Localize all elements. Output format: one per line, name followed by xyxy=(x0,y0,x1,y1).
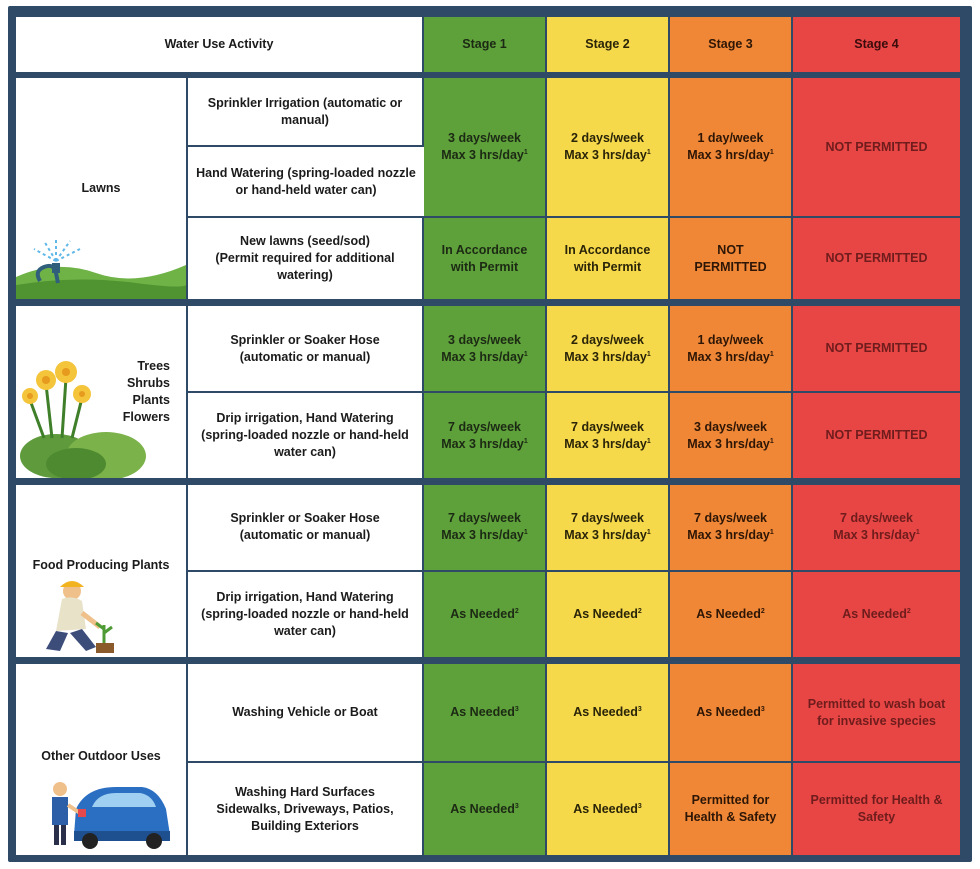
category-line: Plants xyxy=(132,392,170,407)
food-sprinkler-stage2 xyxy=(547,485,670,572)
trees-drip-stage3 xyxy=(670,393,793,485)
new-lawns-stage4 xyxy=(793,218,960,305)
footnote-mark: 2 xyxy=(637,607,642,615)
cell-line: with Permit xyxy=(450,259,519,274)
category-line: Shrubs xyxy=(126,375,170,390)
footnote-mark: 2 xyxy=(514,607,519,615)
cell-line: Max 3 hrs/day xyxy=(441,349,524,364)
hard-surfaces-stage3 xyxy=(670,763,793,855)
cell-line: PERMITTED xyxy=(694,259,767,274)
footnote-mark: 3 xyxy=(514,802,519,810)
food-drip-stage4 xyxy=(793,572,960,664)
food-drip-stage2 xyxy=(547,572,670,664)
footnote-mark: 1 xyxy=(769,437,774,445)
new-lawns-stage2 xyxy=(547,218,670,305)
activity-line: (automatic or manual) xyxy=(239,528,371,543)
cell-line: NOT xyxy=(717,242,744,257)
lawns-stage4 xyxy=(793,78,960,218)
category-trees-shrubs xyxy=(16,306,188,485)
cell-line: Max 3 hrs/day xyxy=(441,528,524,543)
vehicle-stage4 xyxy=(793,664,960,764)
activity-sprinkler-soaker xyxy=(188,306,424,393)
table-row xyxy=(16,664,960,764)
new-lawns-stage3 xyxy=(670,218,793,305)
activity-line: Building Exteriors xyxy=(251,818,359,833)
table-row xyxy=(16,78,960,147)
hard-surfaces-stage2 xyxy=(547,763,670,855)
food-sprinkler-stage1 xyxy=(424,485,547,572)
cell-text: NOT PERMITTED xyxy=(825,139,928,154)
trees-drip-stage4 xyxy=(793,393,960,485)
footnote-mark: 1 xyxy=(769,529,774,537)
trees-sprinkler-stage1 xyxy=(424,306,547,393)
cell-text: As Needed xyxy=(842,606,907,621)
footnote-mark: 1 xyxy=(646,350,651,358)
activity-sprinkler-irrigation: Sprinkler Irrigation (automatic or manual) xyxy=(188,78,424,147)
footnote-mark: 2 xyxy=(906,607,911,615)
header-stage-1: Stage 1 xyxy=(424,17,547,78)
footnote-mark: 3 xyxy=(514,705,519,713)
trees-drip-stage2 xyxy=(547,393,670,485)
cell-text: As Needed xyxy=(450,705,515,720)
category-label: Food Producing Plants xyxy=(32,557,170,572)
footnote-mark: 1 xyxy=(915,529,920,537)
header-stage-4: Stage 4 xyxy=(793,17,960,78)
hard-surfaces-stage1 xyxy=(424,763,547,855)
gardener-icon xyxy=(26,577,126,657)
activity-drip-hand: Drip irrigation, Hand Watering (spring-loaded nozzle or hand-held water can) xyxy=(188,393,424,485)
water-use-table xyxy=(16,17,960,855)
cell-line: 7 days/week xyxy=(448,511,521,526)
cell-line: 7 days/week xyxy=(840,511,913,526)
cell-text: As Needed xyxy=(573,606,638,621)
table-row xyxy=(16,485,960,572)
new-lawns-stage1 xyxy=(424,218,547,305)
cell-line: In Accordance xyxy=(564,242,651,257)
category-line: Trees xyxy=(137,358,170,373)
cell-line: 3 days/week xyxy=(448,332,521,347)
food-drip-stage3 xyxy=(670,572,793,664)
cell-text: As Needed xyxy=(696,606,761,621)
trees-drip-stage1 xyxy=(424,393,547,485)
activity-drip-hand: Drip irrigation, Hand Watering (spring-loaded nozzle or hand-held water can) xyxy=(188,572,424,664)
activity-new-lawns xyxy=(188,218,424,305)
lawns-stage3 xyxy=(670,78,793,218)
activity-line: (Permit required for additional watering) xyxy=(215,251,395,283)
cell-text: As Needed xyxy=(450,801,515,816)
footnote-mark: 1 xyxy=(523,350,528,358)
cell-line: Max 3 hrs/day xyxy=(833,528,916,543)
header-stage-2: Stage 2 xyxy=(547,17,670,78)
activity-line: Sprinkler or Soaker Hose xyxy=(230,511,380,526)
activity-washing-hard-surfaces xyxy=(188,763,424,855)
category-lawns xyxy=(16,78,188,306)
hard-surfaces-stage4 xyxy=(793,763,960,855)
activity-line: Sidewalks, Driveways, Patios, xyxy=(216,801,394,816)
food-sprinkler-stage3 xyxy=(670,485,793,572)
cell-line: Max 3 hrs/day xyxy=(687,148,770,163)
lawn-sprinkler-icon xyxy=(16,229,186,299)
cell-text: As Needed xyxy=(573,705,638,720)
category-line: Flowers xyxy=(122,409,170,424)
footnote-mark: 1 xyxy=(769,350,774,358)
header-activity: Water Use Activity xyxy=(16,17,424,78)
trees-sprinkler-stage4 xyxy=(793,306,960,393)
food-drip-stage1 xyxy=(424,572,547,664)
cell-text: NOT PERMITTED xyxy=(825,251,928,266)
cell-text: Permitted for Health & Safety xyxy=(810,793,943,825)
vehicle-stage2 xyxy=(547,664,670,764)
cell-line: Max 3 hrs/day xyxy=(687,528,770,543)
lawns-stage1 xyxy=(424,78,547,218)
activity-line: New lawns (seed/sod) xyxy=(240,234,370,249)
activity-line: Washing Hard Surfaces xyxy=(235,784,375,799)
cell-text: NOT PERMITTED xyxy=(825,428,928,442)
table-header-row xyxy=(16,17,960,78)
footnote-mark: 1 xyxy=(523,529,528,537)
table-row xyxy=(16,306,960,393)
cell-line: Max 3 hrs/day xyxy=(564,349,647,364)
cell-line: Max 3 hrs/day xyxy=(564,148,647,163)
cell-line: 2 days/week xyxy=(571,131,644,146)
trees-sprinkler-stage3 xyxy=(670,306,793,393)
trees-sprinkler-stage2 xyxy=(547,306,670,393)
cell-line: with Permit xyxy=(573,259,642,274)
cell-line: 1 day/week xyxy=(697,131,764,146)
cell-line: 7 days/week xyxy=(448,419,521,434)
cell-line: 1 day/week xyxy=(697,332,764,347)
footnote-mark: 1 xyxy=(646,149,651,157)
activity-hand-watering: Hand Watering (spring-loaded nozzle or hand-held water can) xyxy=(188,147,424,218)
cell-text: Permitted to wash boat for invasive species xyxy=(807,696,946,728)
cell-text: As Needed xyxy=(696,705,761,720)
activity-washing-vehicle: Washing Vehicle or Boat xyxy=(188,664,424,764)
footnote-mark: 1 xyxy=(646,437,651,445)
car-washing-icon xyxy=(46,769,176,853)
footnote-mark: 1 xyxy=(523,437,528,445)
activity-line: Sprinkler or Soaker Hose xyxy=(230,332,380,347)
cell-line: 3 days/week xyxy=(448,131,521,146)
footnote-mark: 2 xyxy=(760,607,765,615)
footnote-mark: 3 xyxy=(637,802,642,810)
category-label: Other Outdoor Uses xyxy=(41,748,161,763)
cell-line: Max 3 hrs/day xyxy=(564,528,647,543)
footnote-mark: 1 xyxy=(646,529,651,537)
cell-line: Max 3 hrs/day xyxy=(441,436,524,451)
cell-text: As Needed xyxy=(573,801,638,816)
footnote-mark: 3 xyxy=(760,705,765,713)
activity-sprinkler-soaker xyxy=(188,485,424,572)
header-stage-3: Stage 3 xyxy=(670,17,793,78)
category-food-plants xyxy=(16,485,188,664)
footnote-mark: 1 xyxy=(523,149,528,157)
vehicle-stage3 xyxy=(670,664,793,764)
cell-line: 7 days/week xyxy=(571,511,644,526)
cell-line: 3 days/week xyxy=(694,419,767,434)
cell-text: Permitted for Health & Safety xyxy=(684,793,777,825)
lawns-stage2 xyxy=(547,78,670,218)
cell-line: Max 3 hrs/day xyxy=(564,436,647,451)
vehicle-stage1 xyxy=(424,664,547,764)
cell-line: In Accordance xyxy=(441,242,528,257)
category-other-outdoor xyxy=(16,664,188,855)
cell-line: 7 days/week xyxy=(571,419,644,434)
cell-line: Max 3 hrs/day xyxy=(441,148,524,163)
cell-line: 2 days/week xyxy=(571,332,644,347)
cell-line: 7 days/week xyxy=(694,511,767,526)
cell-text: As Needed xyxy=(450,606,515,621)
food-sprinkler-stage4 xyxy=(793,485,960,572)
cell-text: NOT PERMITTED xyxy=(825,341,928,356)
activity-line: (automatic or manual) xyxy=(239,349,371,364)
footnote-mark: 3 xyxy=(637,705,642,713)
footnote-mark: 1 xyxy=(769,149,774,157)
cell-line: Max 3 hrs/day xyxy=(687,436,770,451)
cell-line: Max 3 hrs/day xyxy=(687,349,770,364)
category-label: Lawns xyxy=(81,180,121,195)
